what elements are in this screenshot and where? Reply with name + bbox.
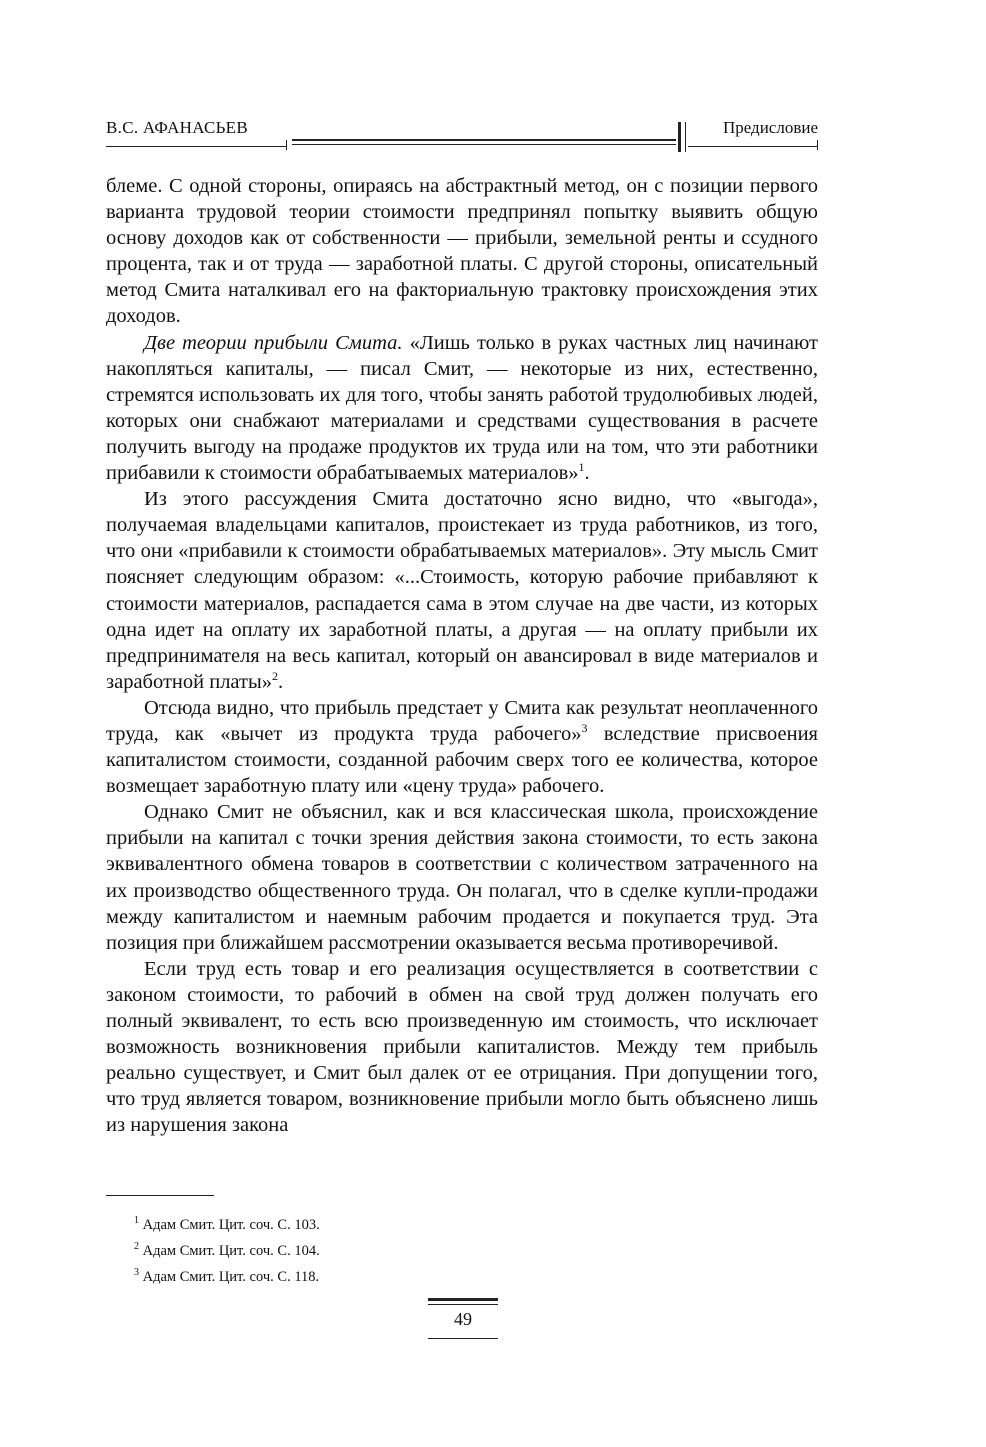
paragraph-4-text-a: Отсюда видно, что прибыль предстает у Смита как результат неоплаченного труда, как «вычет из продукта труда рабочего» bbox=[106, 696, 818, 745]
paragraph-2-text: «Лишь только в руках частных лиц начинают накопляться капиталы, — писал Смит, — некоторые из них, естественно, стремятся использовать их для того, чтобы занять работой трудолюбивых людей, которых они снабжают материалами и средствами существования в расчете получить выгоду на продаже продуктов их труда или на том, что эти работники прибавили к стоимости обрабатываемых материалов» bbox=[106, 331, 818, 485]
header-rule-thin bbox=[292, 144, 676, 145]
header-divider-thick bbox=[678, 122, 681, 152]
paragraph-3-text: Из этого рассуждения Смита достаточно ясно видно, что «выгода», получаемая владельцами капиталов, проистекает из труда работников, из того, что они «прибавили к стоимости обрабатываемых материалов». Эту мысль Смит поясняет следующим образом: «...Стоимость, которую рабочие прибавляют к стоимости материалов, распадается сама в этом случае на две части, из которых одна идет на оплату их заработной платы, а другая — на оплату прибыли их предпринимателя на весь капитал, который он авансировал в виде материалов и заработной платы» bbox=[106, 488, 818, 693]
page-number-rule-thick bbox=[428, 1298, 498, 1301]
header-author: В.С. АФАНАСЬЕВ bbox=[106, 118, 249, 137]
running-header bbox=[106, 118, 818, 158]
header-rule-tick-right bbox=[817, 140, 818, 150]
page-number-box bbox=[428, 1298, 498, 1340]
header-section-title: Предисловие bbox=[722, 118, 818, 137]
footnote-ref-1[interactable]: 1 bbox=[578, 460, 585, 475]
paragraph-4 bbox=[106, 695, 818, 799]
footnote-text: Адам Смит. Цит. соч. С. 104. bbox=[139, 1242, 320, 1259]
paragraph-6: Если труд есть товар и его реализация осуществляется в соответствии с законом стоимости, то рабочий в обмен на свой труд должен получать его полный эквивалент, то есть всю произведенную им стоимость, что исключает возможность возникновения прибыли капиталистов. Между тем прибыль реально существует, и Смит был далек от ее отрицания. При допущении того, что труд является товаром, возникновение прибыли могло быть объяснено лишь из нарушения закона bbox=[106, 957, 818, 1137]
paragraph-2 bbox=[106, 330, 818, 487]
footnote-number: 3 bbox=[134, 1266, 139, 1278]
header-rule-thick bbox=[292, 139, 676, 141]
header-rule-left bbox=[106, 146, 286, 147]
footnote-number: 1 bbox=[134, 1215, 139, 1226]
header-divider-thin bbox=[685, 122, 686, 152]
paragraph-3 bbox=[106, 486, 818, 695]
paragraph-4-text-b: вследствие присвоения капиталистом стоимости, созданной рабочим сверх того ее количества, которое возмещает заработную плату или «цену труда» рабочего. bbox=[106, 722, 818, 798]
main-text bbox=[106, 173, 818, 1138]
header-rule-right bbox=[688, 146, 818, 147]
footnote-item bbox=[134, 1236, 320, 1262]
footnote-text: Адам Смит. Цит. соч. С. 118. bbox=[139, 1268, 320, 1285]
footnote-item bbox=[134, 1210, 320, 1236]
page-number-rule-thin bbox=[428, 1304, 498, 1305]
footnote-text: Адам Смит. Цит. соч. С. 103. bbox=[139, 1216, 320, 1233]
footnote-item bbox=[134, 1262, 320, 1288]
footnote-ref-2[interactable]: 2 bbox=[271, 668, 278, 683]
page-number: 49 bbox=[454, 1309, 472, 1329]
paragraph-2-end: . bbox=[584, 462, 590, 485]
page-number-rule-bottom bbox=[428, 1338, 498, 1339]
footnotes bbox=[134, 1210, 320, 1287]
footnote-rule bbox=[106, 1195, 214, 1196]
paragraph-5: Однако Смит не объяснил, как и вся классическая школа, происхождение прибыли на капитал с точки зрения действия закона стоимости, то есть закона эквивалентного обмена товаров в соответствии с количеством затраченного на их производство общественного труда. Он полагал, что в сделке купли-продажи между капиталистом и наемным рабочим продается и покупается труд. Эта позиция при ближайшем рассмотрении оказывается весьма противоречивой. bbox=[106, 801, 818, 954]
header-rule-tick-left bbox=[286, 140, 287, 150]
paragraph-3-end: . bbox=[277, 670, 284, 693]
section-heading-italic: Две теории прибыли Смита. bbox=[144, 331, 403, 354]
paragraph-1: блеме. С одной стороны, опираясь на абстрактный метод, он с позиции первого варианта трудовой теории стоимости предпринял попытку выявить общую основу доходов как от собственности — прибыли, земельной ренты и ссудного процента, так и от труда — заработной платы. С другой стороны, описательный метод Смита наталкивал его на факториальную трактовку происхождения этих доходов. bbox=[106, 175, 818, 328]
footnote-number: 2 bbox=[134, 1240, 139, 1252]
footnote-ref-3[interactable]: 3 bbox=[581, 721, 588, 736]
